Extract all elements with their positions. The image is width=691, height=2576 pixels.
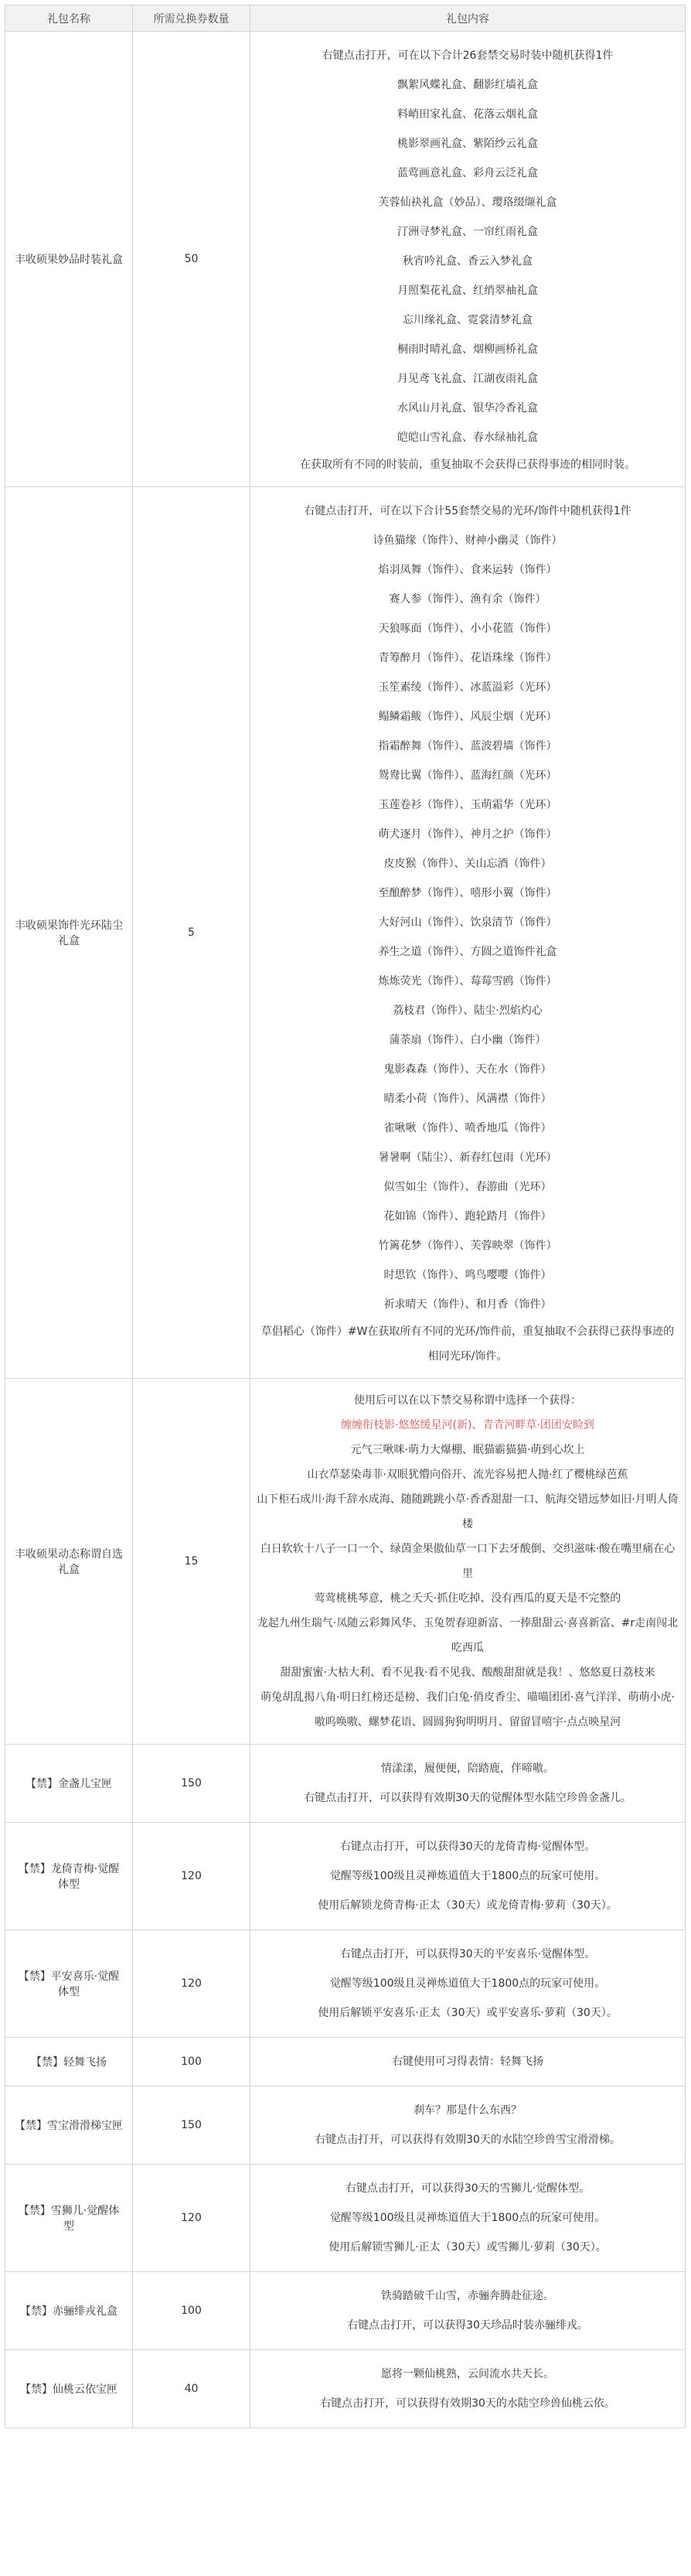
content-line: 右键点击打开，可以获得有效期30天的水陆空珍兽雪宝滑滑梯。 <box>315 2134 621 2146</box>
table-body <box>5 32 686 2428</box>
content-line: 料峭田家礼盒、花落云烟礼盒 <box>397 108 538 121</box>
content-line: 鬼影森森（饰件）、天在水（饰件） <box>383 1063 552 1076</box>
gift-content-cell <box>250 2086 686 2165</box>
gift-name-cell: 【禁】平安喜乐·觉醒体型 <box>5 1930 133 2038</box>
table-row <box>5 1379 686 1745</box>
content-line: 白日软软十八子一口一个、绿茵金果傲仙草一口下去牙酸倒、交织滋味·酸在嘴里痛在心里 <box>260 1543 676 1580</box>
content-line: 秋宵吟礼盒、香云入梦礼盒 <box>403 255 533 268</box>
content-line: 使用后解锁雪狮儿·正太（30天）或雪狮儿·萝莉（30天）。 <box>328 2241 607 2254</box>
content-line: 月照梨花礼盒、红绡翠袖礼盒 <box>397 285 538 297</box>
content-line: 雀啾啾（饰件）、喷香地瓜（饰件） <box>383 1122 552 1134</box>
ticket-count-cell: 120 <box>133 1930 250 2038</box>
content-line: 萌犬逐月（饰件）、神月之护（饰件） <box>378 828 557 841</box>
content-line: 觉醒等级100级且灵禅炼道值大于1800点的玩家可使用。 <box>329 1977 606 1990</box>
gift-content-cell <box>250 487 686 1379</box>
content-line: 桐雨时晴礼盒、烟柳画桥礼盒 <box>397 343 538 356</box>
ticket-count-cell: 100 <box>133 2272 250 2350</box>
ticket-count-cell: 120 <box>133 1823 250 1930</box>
table-row <box>5 1930 686 2038</box>
ticket-count-cell: 150 <box>133 1745 250 1823</box>
gift-table <box>5 5 686 2428</box>
content-line: 蓝莺画意礼盒、彩舟云泛礼盒 <box>397 167 538 179</box>
content-line: 右键点击打开，可在以下合计55套禁交易的光环/饰件中随机获得1件 <box>304 505 631 517</box>
content-line: 右键点击打开，可以获得有效期30天的水陆空珍兽仙桃云依。 <box>320 2397 615 2410</box>
content-line: 觉醒等级100级且灵禅炼道值大于1800点的玩家可使用。 <box>329 2212 606 2224</box>
content-line: 右键使用可习得表情：轻舞飞扬 <box>392 2056 543 2068</box>
gift-name-cell: 【禁】金盏儿宝匣 <box>5 1745 133 1823</box>
content-line: 使用后解锁平安喜乐·正太（30天）或平安喜乐·萝莉（30天）。 <box>318 2007 618 2019</box>
table-row <box>5 1745 686 1823</box>
content-line: 汀洲寻梦礼盒、一帘红雨礼盒 <box>397 226 538 238</box>
content-line: 竹篱花梦（饰件）、芙蓉映翠（饰件） <box>378 1240 557 1252</box>
table-row <box>5 2165 686 2272</box>
gift-name-cell: 【禁】龙倚青梅·觉醒体型 <box>5 1823 133 1930</box>
content-line: 时思钦（饰件）、鸣鸟嘤嘤（饰件） <box>383 1269 552 1281</box>
table-row <box>5 487 686 1379</box>
content-line: 鳎鳞霜鲅（饰件）、风辰尘烟（光环） <box>378 711 557 723</box>
gift-name-cell: 【禁】轻舞飞扬 <box>5 2038 133 2086</box>
content-line: 右键点击打开，可以获得30天的雪狮儿·觉醒体型。 <box>345 2182 591 2195</box>
table-row <box>5 1823 686 1930</box>
content-line: 水风山月礼盒、银华冷香礼盒 <box>397 402 538 415</box>
ticket-count-cell: 120 <box>133 2165 250 2272</box>
header-gift-content: 礼包内容 <box>250 5 686 32</box>
content-line: 荔枝君（饰件）、陆尘·烈焰灼心 <box>393 1005 543 1017</box>
content-line: 焰羽凤舞（饰件）、食来运转（饰件） <box>378 564 557 576</box>
table-row <box>5 32 686 487</box>
content-line: 蒲荼扇（饰件）、白小幽（饰件） <box>389 1034 546 1046</box>
content-line: 诗鱼猫缘（饰件）、财神小幽灵（饰件） <box>373 534 563 547</box>
ticket-count-cell: 50 <box>133 32 250 487</box>
gift-content-cell <box>250 2038 686 2086</box>
content-line: 皮皮猴（饰件）、关山忘酒（饰件） <box>383 858 552 870</box>
header-gift-name: 礼包名称 <box>5 5 133 32</box>
content-line: 飘絮风蝶礼盒、翻影红墙礼盒 <box>397 79 538 91</box>
gift-content-cell <box>250 2272 686 2350</box>
ticket-count-cell: 100 <box>133 2038 250 2086</box>
content-line: 右键点击打开，可以获得30天的平安喜乐·觉醒体型。 <box>339 1948 596 1960</box>
gift-content-cell <box>250 2350 686 2428</box>
gift-content-cell <box>250 1823 686 1930</box>
content-line: 养生之道（饰件）、方圆之道饰件礼盒 <box>378 946 557 958</box>
content-line: 龙起九州生瑞气·凤随云彩舞风华、玉兔贺春迎新富、一捧甜甜云·喜喜新富、#r走南闯北吃西瓜 <box>257 1617 679 1654</box>
content-line: 情漾漾，履便便，陪踏鹿，伴啼嗷。 <box>381 1762 554 1775</box>
table-row <box>5 2350 686 2428</box>
content-line: 莺莺桃桃琴意，桃之夭夭·抓住吃掉、没有西瓜的夏天是不完整的 <box>314 1592 621 1605</box>
content-line: 月见鸢飞礼盒、江湖夜雨礼盒 <box>397 373 538 385</box>
header-ticket-count: 所需兑换券数量 <box>133 5 250 32</box>
content-line: 使用后解锁龙倚青梅·正太（30天）或龙倚青梅·萝莉（30天）。 <box>318 1899 618 1912</box>
content-line: 刹车？那是什么东西？ <box>414 2104 522 2117</box>
content-line: 铁骑踏破千山雪，赤骊奔腾赴征途。 <box>381 2290 554 2302</box>
table-row <box>5 2272 686 2350</box>
gift-name-cell: 【禁】赤骊绯戎礼盒 <box>5 2272 133 2350</box>
content-line: 在获取所有不同的时装前，重复抽取不会获得已获得事迹的相同时装。 <box>300 459 635 471</box>
content-line: 萌兔胡乱揭八角·明日红榜还是榜、我们白兔·俏皮香尘、喵喵团团·喜气洋洋、萌萌小虎·嗷呜唤嗷、螺梦花语、圆圆狗狗明明月、留留冒嘻宇·点点映星河 <box>260 1691 675 1728</box>
content-line: 芙蓉仙袂礼盒（妙品）、璎珞缀缬礼盒 <box>378 196 557 209</box>
content-line: 玉莲卷衫（饰件）、玉萌霜华（光环） <box>378 799 557 811</box>
content-line: 青筹醉月（饰件）、花语珠缘（饰件） <box>378 652 557 664</box>
table-header-row <box>5 5 686 32</box>
content-line: 晴柔小荷（饰件）、风满襟（饰件） <box>383 1093 552 1105</box>
gift-name-cell: 丰收硕果动态称谓自选礼盒 <box>5 1379 133 1745</box>
content-line: 炼炼荧光（饰件）、莓莓雪鸥（饰件） <box>378 975 557 988</box>
content-line: 右键点击打开，可在以下合计26套禁交易时装中随机获得1件 <box>322 49 614 62</box>
ticket-count-cell: 5 <box>133 487 250 1379</box>
gift-content-cell <box>250 2165 686 2272</box>
content-line: 忘川缘礼盒、霓裳清梦礼盒 <box>403 314 533 326</box>
content-line: 指霜醉舞（饰件）、蓝波碧墙（饰件） <box>378 740 557 752</box>
content-line: 使用后可以在以下禁交易称谓中选择一个获得： <box>354 1394 581 1407</box>
content-line: 山衣草瑟染毒菲·双眼犹懵向俗开、流光容易把人抛·红了樱桃绿芭蕉 <box>307 1469 628 1481</box>
content-line: 元气三啾咪·萌力大爆棚、眠猫霸猫猫·萌到心坎上 <box>350 1444 585 1456</box>
gift-name-cell: 丰收硕果饰件光环陆尘礼盒 <box>5 487 133 1379</box>
content-line: 缠缠衔枝影·悠悠缓星河(新)、青青河畔草·团团安睑到 <box>341 1419 594 1431</box>
gift-name-cell: 【禁】雪宝滑滑梯宝匣 <box>5 2086 133 2165</box>
ticket-count-cell: 150 <box>133 2086 250 2165</box>
gift-name-cell: 【禁】雪狮儿·觉醒体型 <box>5 2165 133 2272</box>
content-line: 大好河山（饰件）、饮泉清节（饰件） <box>378 916 557 929</box>
content-line: 山下柜石成川·海千辞水成海、随随跳跳小草·香香甜甜一口、航海交错远梦如旧·月明人倚楼 <box>257 1493 679 1530</box>
ticket-count-cell: 40 <box>133 2350 250 2428</box>
gift-content-cell <box>250 1930 686 2038</box>
content-line: 右键点击打开，可以获得有效期30天的觉醒体型水陆空珍兽金盏儿。 <box>304 1792 631 1804</box>
table-row <box>5 2038 686 2086</box>
content-line: 愿将一颗仙桃熟，云间流水共天长。 <box>381 2368 554 2380</box>
content-line: 右键点击打开，可以获得30天珍品时装赤骊绯戎。 <box>347 2319 588 2332</box>
content-line: 似雪如尘（饰件）、春游曲（光环） <box>383 1181 552 1193</box>
content-line: 赛人参（饰件）、渔有余（饰件） <box>389 593 546 606</box>
content-line: 天狼啄面（饰件）、小小花篮（饰件） <box>378 623 557 635</box>
content-line: 鸳鸯比翼（饰件）、蓝海红颜（光环） <box>378 769 557 782</box>
content-line: 草倡稻心（饰件）#W在获取所有不同的光环/饰件前，重复抽取不会获得已获得事迹的相同光环/饰件。 <box>260 1326 675 1363</box>
gift-content-cell <box>250 1745 686 1823</box>
content-line: 花如锦（饰件）、跑轮踏月（饰件） <box>383 1210 552 1223</box>
gift-name-cell: 丰收硕果妙品时装礼盒 <box>5 32 133 487</box>
content-line: 祈求晴天（饰件）、和月香（饰件） <box>383 1298 552 1311</box>
content-line: 桃影翠画礼盒、紫陌纱云礼盒 <box>397 138 538 150</box>
table-row <box>5 2086 686 2165</box>
content-line: 玉笙素绫（饰件）、冰蓝溢彩（光环） <box>378 681 557 694</box>
content-line: 觉醒等级100级且灵禅炼道值大于1800点的玩家可使用。 <box>329 1870 606 1882</box>
ticket-count-cell: 15 <box>133 1379 250 1745</box>
content-line: 甜甜蜜蜜·大枯大利、看不见我·看不见我、酸酸甜甜就是我！、悠悠夏日荔枝来 <box>280 1667 655 1679</box>
content-line: 至酿醉梦（饰件）、嘻形小翼（饰件） <box>378 887 557 899</box>
gift-content-cell <box>250 1379 686 1745</box>
content-line: 暑暑啊（陆尘）、新春红包雨（光环） <box>378 1152 557 1164</box>
gift-content-cell <box>250 32 686 487</box>
gift-name-cell: 【禁】仙桃云依宝匣 <box>5 2350 133 2428</box>
content-line: 右键点击打开，可以获得30天的龙倚青梅·觉醒体型。 <box>339 1841 596 1853</box>
content-line: 皑皑山雪礼盒、春水绿袖礼盒 <box>397 432 538 444</box>
